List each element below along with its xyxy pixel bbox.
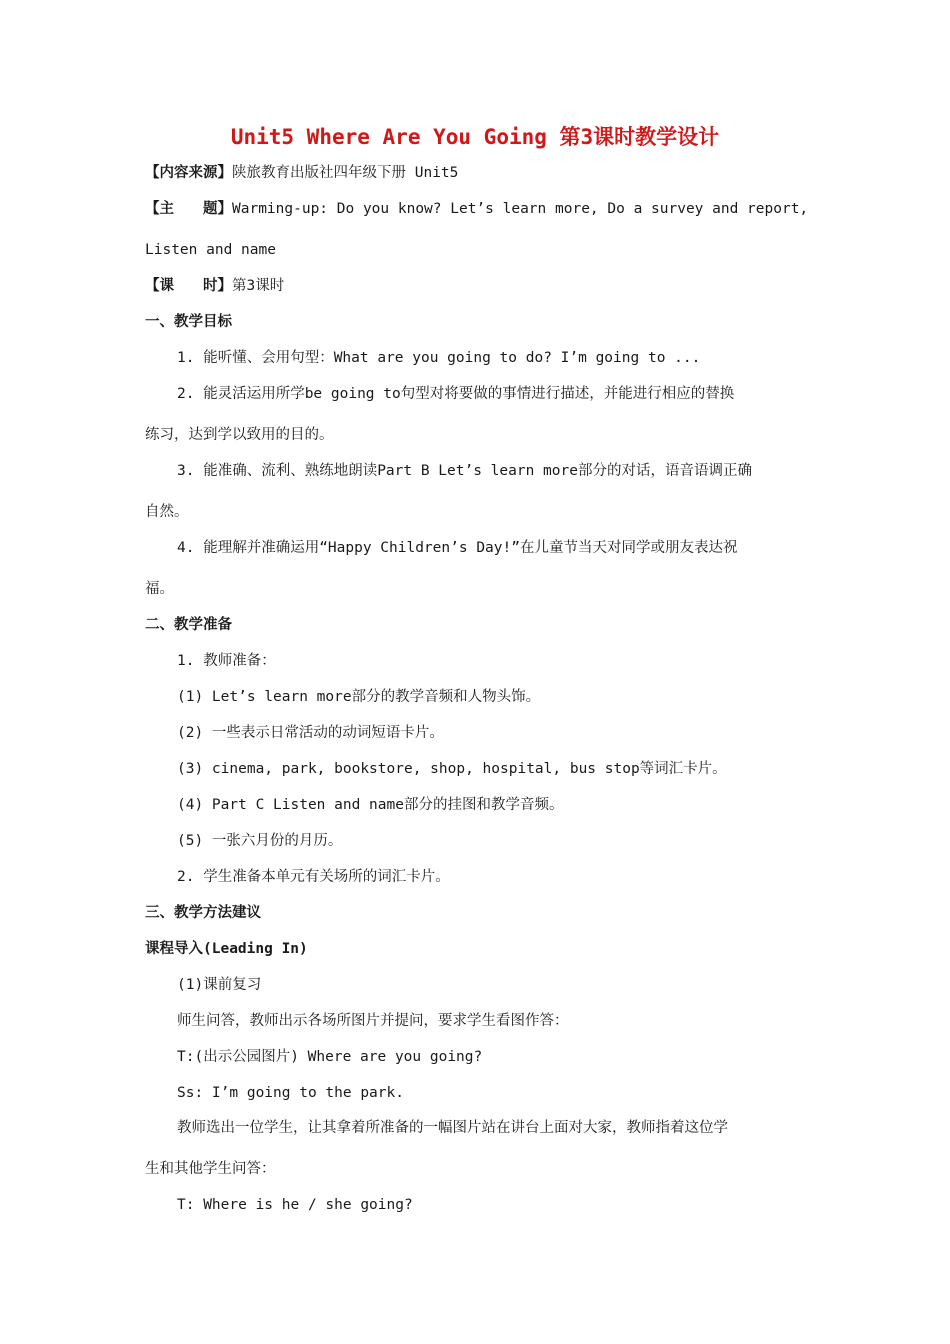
source-label: 【内容来源】 xyxy=(145,165,232,181)
meta-source xyxy=(145,162,810,184)
activity-description-continued: 生和其他学生问答： xyxy=(145,1161,276,1177)
activity-description: 教师选出一位学生，让其拿着所准备的一幅图片站在讲台上面对大家，教师指着这位学 xyxy=(177,1120,728,1136)
objective-item-3-continued: 自然。 xyxy=(145,504,189,520)
source-value: 陕旅教育出版社四年级下册 Unit5 xyxy=(232,165,459,181)
section-heading-methods: 三、教学方法建议 xyxy=(145,905,261,921)
dialogue-teacher-1: T:(出示公园图片) Where are you going? xyxy=(177,1049,483,1065)
dialogue-students-1: Ss: I’m going to the park. xyxy=(177,1085,404,1101)
qa-intro: 师生问答，教师出示各场所图片并提问，要求学生看图作答： xyxy=(177,1013,569,1029)
preparation-item-3: (3) cinema, park, bookstore, shop, hospital, bus stop等词汇卡片。 xyxy=(177,761,727,777)
topic-label: 【主 题】 xyxy=(145,201,232,217)
meta-period xyxy=(145,275,810,297)
section-heading-preparation: 二、教学准备 xyxy=(145,617,232,633)
preparation-item-4: (4) Part C Listen and name部分的挂图和教学音频。 xyxy=(177,797,564,813)
objective-item-4: 4. 能理解并准确运用“Happy Children’s Day!”在儿童节当天对同学或朋友表达祝 xyxy=(177,540,738,556)
objective-item-2: 2. 能灵活运用所学be going to句型对将要做的事情进行描述，并能进行相应的替换 xyxy=(177,386,735,402)
preparation-item-5: (5) 一张六月份的月历。 xyxy=(177,833,343,849)
preparation-students: 2. 学生准备本单元有关场所的词汇卡片。 xyxy=(177,869,450,885)
review-heading: (1)课前复习 xyxy=(177,977,262,993)
period-value: 第3课时 xyxy=(232,278,285,294)
period-label: 【课 时】 xyxy=(145,278,232,294)
preparation-item-2: (2) 一些表示日常活动的动词短语卡片。 xyxy=(177,725,444,741)
section-heading-objectives: 一、教学目标 xyxy=(145,314,232,330)
dialogue-teacher-2: T: Where is he / she going? xyxy=(177,1197,413,1213)
topic-value-continued: Listen and name xyxy=(145,242,276,258)
preparation-item-1: (1) Let’s learn more部分的教学音频和人物头饰。 xyxy=(177,689,541,705)
topic-value: Warming-up: Do you know? Let’s learn more, Do a survey and report, xyxy=(232,201,809,217)
meta-topic xyxy=(145,198,810,220)
lead-in-heading: 课程导入(Leading In) xyxy=(145,941,308,957)
objective-item-4-continued: 福。 xyxy=(145,581,174,597)
objective-item-1: 1. 能听懂、会用句型：What are you going to do? I’m going to ... xyxy=(177,350,701,366)
preparation-teacher: 1. 教师准备： xyxy=(177,653,276,669)
objective-item-3: 3. 能准确、流利、熟练地朗读Part B Let’s learn more部分的对话，语音语调正确 xyxy=(177,463,752,479)
document-title: Unit5 Where Are You Going 第3课时教学设计 xyxy=(230,125,720,149)
objective-item-2-continued: 练习，达到学以致用的目的。 xyxy=(145,427,334,443)
